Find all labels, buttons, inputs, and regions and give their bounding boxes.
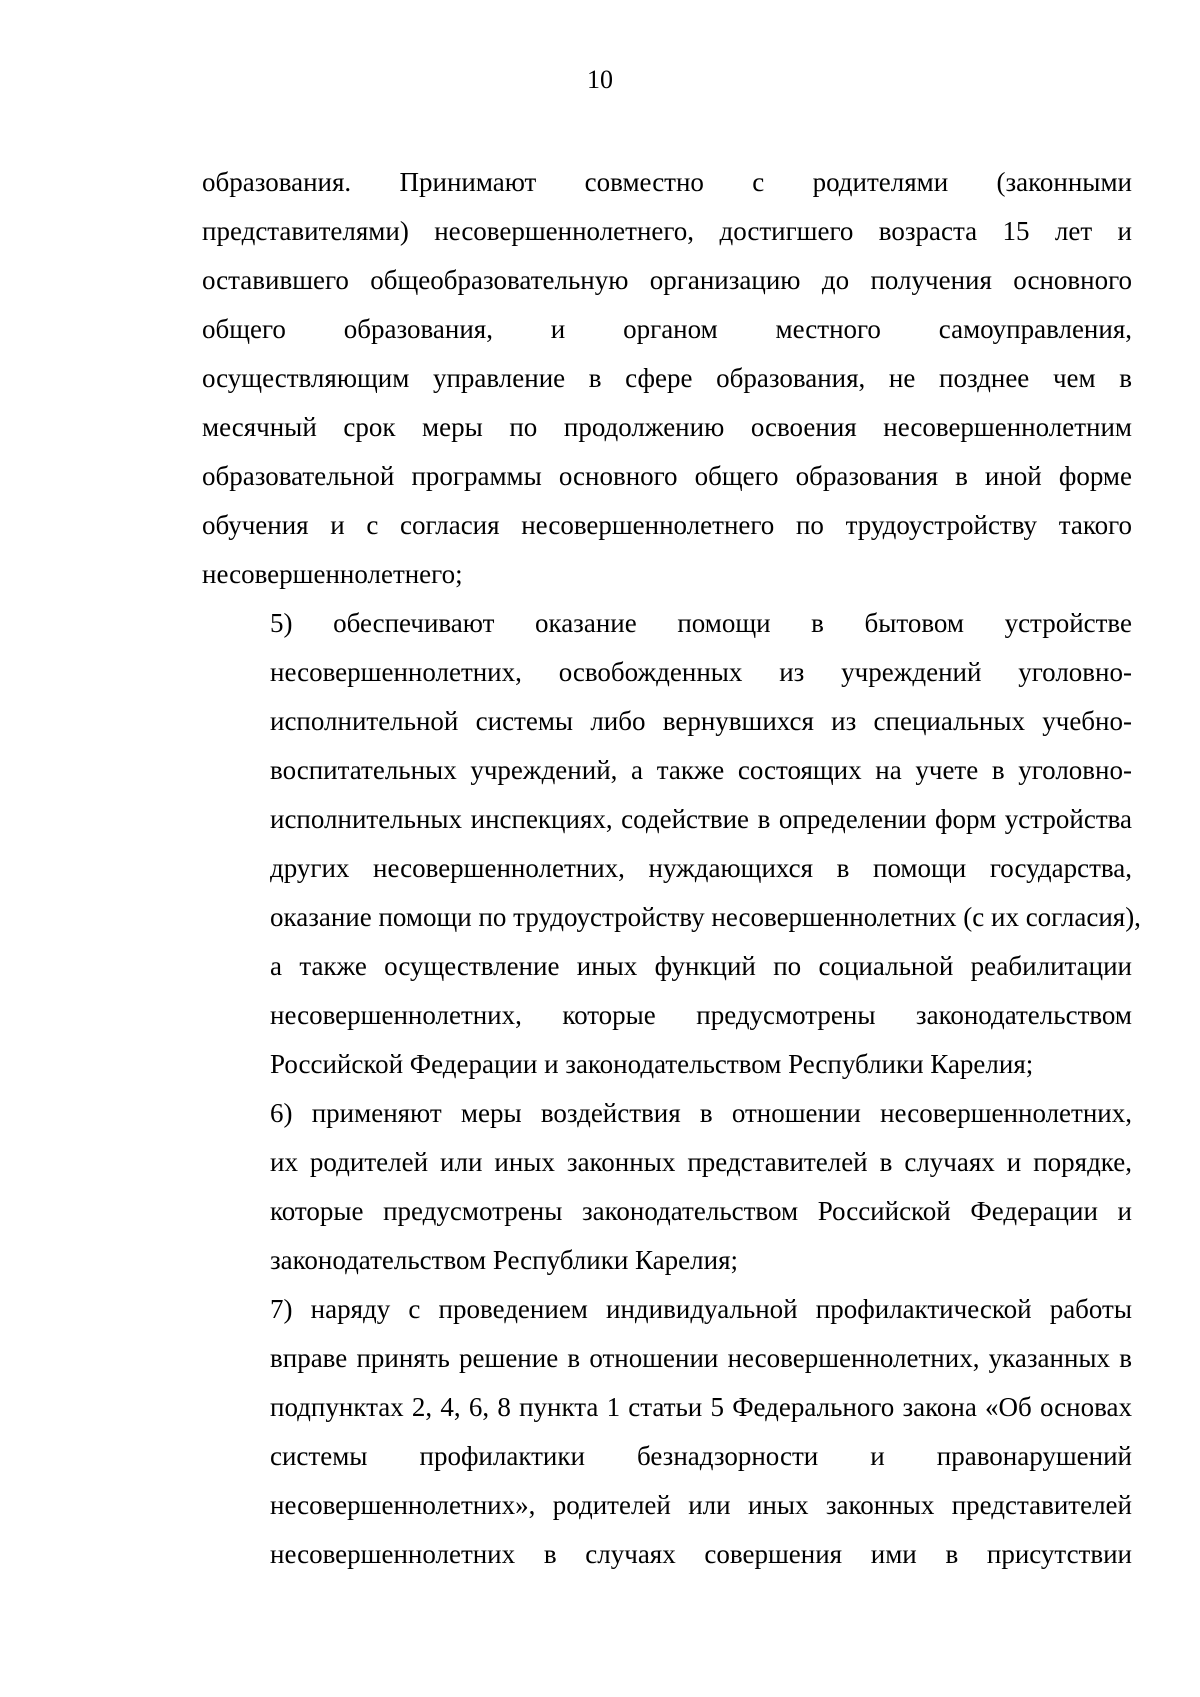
text-line: исполнительной системы либо вернувшихся из специальных учебно-: [270, 706, 1132, 736]
text-line: системы профилактики безнадзорности и правонарушений: [270, 1441, 1132, 1471]
text-line: осуществляющим управление в сфере образования, не позднее чем в: [202, 363, 1132, 393]
text-line: законодательством Республики Карелия;: [270, 1245, 738, 1275]
text-line: несовершеннолетних, которые предусмотрены законодательством: [270, 1000, 1132, 1030]
text-line: которые предусмотрены законодательством Российской Федерации и: [270, 1196, 1132, 1226]
text-line: их родителей или иных законных представителей в случаях и порядке,: [270, 1147, 1132, 1177]
text-line: 6) применяют меры воздействия в отношении несовершеннолетних,: [270, 1098, 1132, 1128]
text-line: воспитательных учреждений, а также состоящих на учете в уголовно-: [270, 755, 1132, 785]
text-line: месячный срок меры по продолжению освоения несовершеннолетним: [202, 412, 1132, 442]
paragraph: [202, 1285, 1132, 1579]
text-line: исполнительных инспекциях, содействие в определении форм устройства: [270, 804, 1132, 834]
text-line: представителями) несовершеннолетнего, достигшего возраста 15 лет и: [202, 216, 1132, 246]
text-line: общего образования, и органом местного самоуправления,: [202, 314, 1132, 344]
text-line: а также осуществление иных функций по социальной реабилитации: [270, 951, 1132, 981]
text-line: несовершеннолетних в случаях совершения ими в присутствии: [270, 1539, 1132, 1569]
text-line: оказание помощи по трудоустройству несовершеннолетних (с их согласия),: [270, 902, 1141, 932]
paragraph: [202, 1089, 1132, 1285]
paragraph: [202, 599, 1141, 1089]
text-line: 5) обеспечивают оказание помощи в бытовом устройстве: [270, 608, 1132, 638]
text-line: Российской Федерации и законодательством Республики Карелия;: [270, 1049, 1034, 1079]
text-line: несовершеннолетнего;: [202, 559, 463, 589]
text-line: образовательной программы основного общего образования в иной форме: [202, 461, 1132, 491]
paragraph: [202, 158, 1132, 599]
text-line: оставившего общеобразовательную организацию до получения основного: [202, 265, 1132, 295]
document-body: [202, 158, 1141, 1579]
text-line: 7) наряду с проведением индивидуальной профилактической работы: [270, 1294, 1132, 1324]
text-line: других несовершеннолетних, нуждающихся в помощи государства,: [270, 853, 1132, 883]
text-line: несовершеннолетних», родителей или иных законных представителей: [270, 1490, 1132, 1520]
text-line: обучения и с согласия несовершеннолетнего по трудоустройству такого: [202, 510, 1132, 540]
page-number: 10: [587, 65, 613, 94]
text-line: вправе принять решение в отношении несовершеннолетних, указанных в: [270, 1343, 1132, 1373]
text-line: несовершеннолетних, освобожденных из учреждений уголовно-: [270, 657, 1132, 687]
text-line: подпунктах 2, 4, 6, 8 пункта 1 статьи 5 Федерального закона «Об основах: [270, 1392, 1132, 1422]
text-line: образования. Принимают совместно с родителями (законными: [202, 167, 1132, 197]
